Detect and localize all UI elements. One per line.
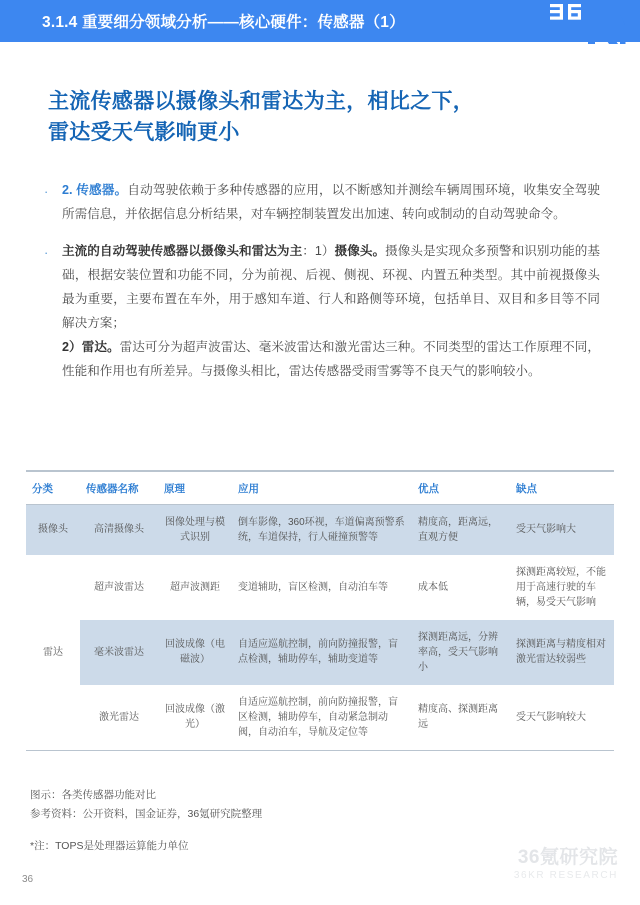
cell-application: 变道辅助，盲区检测，自动泊车等 [238, 581, 388, 593]
figure-source: 参考资料：公开资料，国金证券，36氪研究院整理 [30, 808, 263, 820]
paragraph-1-text: 自动驾驶依赖于多种传感器的应用，以不断感知并测绘车辆周围环境，收集安全驾驶所需信息，并依据信息分析结果，对车辆控制装置发出加速、转向或制动的自动驾驶命令。 [62, 183, 600, 221]
bullet-item-2 [44, 239, 600, 383]
headline-line-1: 主流传感器以摄像头和雷达为主，相比之下， [48, 90, 474, 113]
table-head [26, 472, 614, 505]
table-body [26, 504, 614, 750]
cell-principle: 回波成像（激光） [165, 704, 225, 730]
table-header-row [26, 472, 614, 505]
cell-application: 自适应巡航控制，前向防撞报警，盲点检测，辅助停车，辅助变道等 [232, 620, 412, 685]
note-spacer [30, 824, 590, 837]
watermark-sub: 36KR RESEARCH [513, 870, 618, 881]
cell-application: 倒车影像，360环视，车道偏离预警系统，车道保持，行人碰撞预警等 [232, 504, 412, 555]
column-header-application: 应用 [232, 472, 412, 505]
page-title: 3.1.4 重要细分领域分析——核心硬件：传感器（1） [42, 14, 405, 31]
bullet-dot-icon: · [44, 184, 49, 199]
cell-category: 摄像头 [26, 504, 80, 555]
cell-application: 自适应巡航控制，前向防撞报警，盲区检测，辅助停车，自动紧急制动阀，自动泊车，导航及定位等 [238, 696, 398, 738]
cell-cons: 受天气影响大 [510, 504, 614, 555]
cell-name: 超声波雷达 [94, 581, 144, 593]
column-header-category: 分类 [26, 472, 80, 505]
cell-pros: 精度高，距离远，直观方便 [412, 504, 510, 555]
paragraph-2-text-1: 摄像头是实现众多预警和识别功能的基础，根据安装位置和功能不同，分为前视、后视、侧视、环视、内置五种类型。其中前视摄像头最为重要，主要布置在车外，用于感知车道、行人和路侧等环境，包括单目、双目和多目等不同解决方案； [62, 244, 601, 330]
cell-name: 高清摄像头 [80, 504, 158, 555]
cell-name: 激光雷达 [99, 711, 139, 723]
bullet-paragraph-1 [62, 178, 600, 226]
column-header-cons: 缺点 [510, 472, 614, 505]
cell-pros: 成本低 [418, 581, 448, 593]
sensor-comparison-table-wrap [26, 470, 614, 751]
paragraph-2-lead: 主流的自动驾驶传感器以摄像头和雷达为主 [62, 244, 303, 258]
body-content [44, 178, 600, 396]
cell-category: 雷达 [26, 555, 80, 750]
cell-pros: 精度高、探测距离远 [418, 704, 498, 730]
table-row [26, 620, 614, 685]
bullet-dot-icon: · [44, 245, 49, 260]
bullet-paragraph-2 [62, 239, 600, 383]
paragraph-2-mid1: ：1） [302, 244, 335, 258]
paragraph-2-strong-mid: 摄像头。 [334, 244, 386, 258]
bullet-item-1 [44, 178, 600, 226]
headline-line-2: 雷达受天气影响更小 [48, 121, 240, 144]
cell-principle: 回波成像（电磁波） [158, 620, 232, 685]
sensor-comparison-table [26, 472, 614, 750]
figure-footnote: *注：TOPS是处理器运算能力单位 [30, 840, 189, 852]
table-notes [30, 786, 590, 856]
column-header-principle: 原理 [158, 472, 232, 505]
cell-cons: 受天气影响较大 [516, 711, 586, 723]
36kr-logo-icon [548, 2, 626, 48]
watermark-main: 36氪研究院 [517, 847, 618, 868]
table-row [26, 555, 614, 620]
paragraph-1-lead: 2. 传感器。 [62, 183, 128, 197]
headline [48, 86, 608, 148]
cell-cons: 探测距离较短，不能用于高速行驶的车辆，易受天气影响 [516, 566, 606, 608]
cell-principle: 图像处理与模式识别 [158, 504, 232, 555]
cell-principle: 超声波测距 [170, 581, 220, 593]
column-header-name: 传感器名称 [80, 472, 158, 505]
figure-caption: 图示：各类传感器功能对比 [30, 789, 156, 801]
watermark [514, 847, 618, 883]
cell-cons: 探测距离与精度相对激光雷达较弱些 [510, 620, 614, 685]
table-bottom-rule [26, 750, 614, 752]
cell-name: 毫米波雷达 [80, 620, 158, 685]
paragraph-2-text-2: 雷达可分为超声波雷达、毫米波雷达和激光雷达三种。不同类型的雷达工作原理不同，性能和作用也有所差异。与摄像头相比，雷达传感器受雨雪雾等不良天气的影响较小。 [62, 340, 600, 378]
paragraph-2-lead-2: 2）雷达。 [62, 340, 120, 354]
table-row [26, 685, 614, 750]
table-row [26, 504, 614, 555]
column-header-pros: 优点 [412, 472, 510, 505]
cell-pros: 探测距离远，分辨率高，受天气影响小 [412, 620, 510, 685]
header-bar [0, 0, 640, 42]
page-number: 36 [22, 874, 34, 885]
brand-logo-36kr [548, 2, 626, 48]
